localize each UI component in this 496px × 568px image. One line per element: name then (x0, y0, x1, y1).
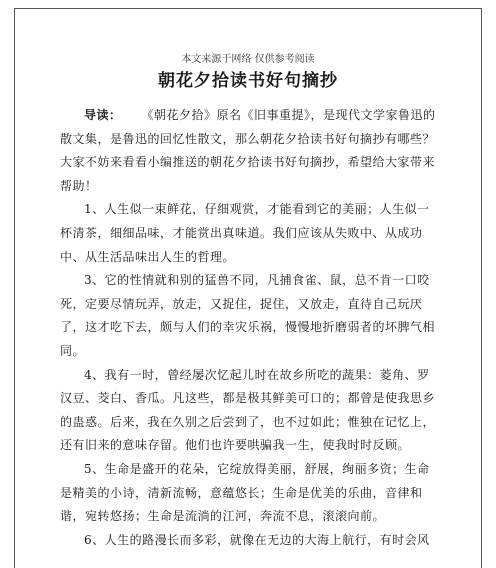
intro-text: 《朝花夕拾》原名《旧事重提》，是现代文学家鲁迅的散文集，是鲁迅的回忆性散文，那么朝花夕拾读书好句摘抄有哪些？大家不妨来看看小编推送的朝花夕拾读书好句摘抄，希望给大家带来帮助！ (60, 108, 436, 193)
intro-paragraph (60, 104, 438, 198)
paragraph-3: 3、它的性情就和别的猛兽不同，凡捕食雀、鼠，总不肯一口咬死，定要尽情玩弄，放走，又捉住，捉住，又放走，直待自己玩厌了，这才吃下去，颇与人们的幸灾乐祸，慢慢地折磨弱者的坏脾气相同。 (60, 273, 436, 358)
source-notice: 本文来源于网络 仅供参考阅读 (181, 54, 315, 65)
paragraph-6: 6、人生的路漫长而多彩，就像在无边的大海上航行，有时会风 (84, 532, 430, 547)
paragraph-5: 5、生命是盛开的花朵，它绽放得美丽，舒展，绚丽多资；生命是精美的小诗，清新流畅，意蕴悠长；生命是优美的乐曲，音律和谐，宛转悠扬；生命是流淌的江河，奔流不息，滚滚向前。 (60, 461, 430, 524)
paragraph-4: 4、我有一时，曾经屡次忆起儿时在故乡所吃的蔬果：菱角、罗汉豆、茭白、香瓜。凡这些，都是极其鲜美可口的；都曾是使我思乡的蛊惑。后来，我在久别之后尝到了，也不过如此；惟独在记忆上，还有旧来的意味存留。他们也许要哄骗我一生，使我时时反顾。 (60, 367, 436, 453)
paragraph-1: 1、人生似一束鲜花，仔细观赏，才能看到它的美丽；人生似一杯清茶，细细品味，才能赏出真味道。我们应该从失败中、从成功中、从生活品味出人生的哲理。 (60, 202, 430, 264)
intro-label: 导读： (84, 108, 122, 122)
article-body (60, 104, 438, 552)
page-title: 朝花夕拾读书好句摘抄 (158, 71, 338, 91)
